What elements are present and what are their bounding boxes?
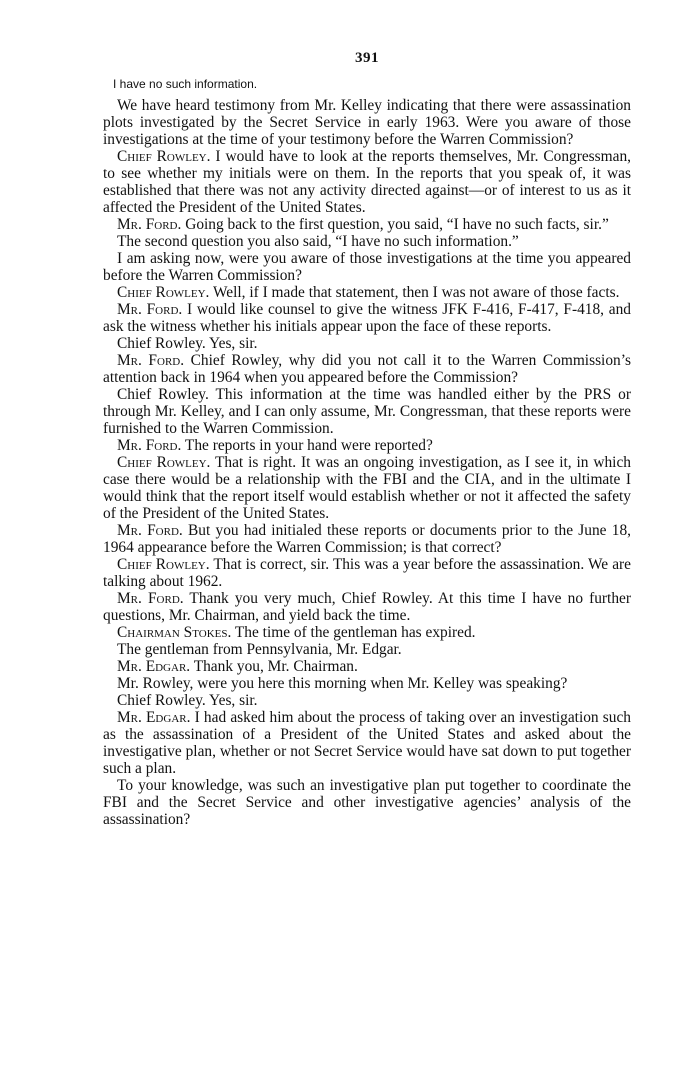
paragraph-text: The reports in your hand were reported? [181,437,433,454]
paragraph-text: Chief Rowley, why did you not call it to the Warren Commission’s attention back in 1964 when you appeared before the Commission? [103,352,631,386]
transcript-paragraph [103,97,631,148]
paragraph-text: We have heard testimony from Mr. Kelley indicating that there were assassination plots investigated by the Secret Service in early 1963. Were you aware of those investigations at the time of your testimony before the Warren Commission? [103,97,631,148]
paragraph-text: Going back to the first question, you said, “I have no such facts, sir.” [181,216,609,233]
transcript-paragraph [103,454,631,522]
paragraph-text: Chief Rowley. This information at the time was handled either by the PRS or through Mr. Kelley, and I can only assume, Mr. Congressman, that these reports were furnished to the Warren Commission. [103,386,631,437]
paragraph-text: Thank you very much, Chief Rowley. At this time I have no further questions, Mr. Chairman, and yield back the time. [103,590,631,624]
speaker-name: Chief Rowley. [117,556,210,573]
transcript-paragraph [103,641,631,658]
transcript-paragraph [103,148,631,216]
speaker-name: Mr. Ford. [117,301,183,318]
paragraph-text: I am asking now, were you aware of those investigations at the time you appeared before the Warren Commission? [103,250,631,284]
paragraph-text: Chief Rowley. Yes, sir. [117,335,258,352]
transcript-paragraph [103,352,631,386]
transcript-paragraph [103,675,631,692]
page-number: 391 [355,50,379,66]
transcript-paragraph [103,386,631,437]
paragraph-text: Chief Rowley. Yes, sir. [117,692,258,709]
paragraph-text: Well, if I made that statement, then I was not aware of those facts. [209,284,620,301]
paragraph-text: To your knowledge, was such an investigative plan put together to coordinate the FBI and the Secret Service and other investigative agencies’ analysis of the assassination? [103,777,631,828]
paragraph-text: That is correct, sir. This was a year before the assassination. We are talking about 1962. [103,556,631,590]
paragraph-text: The gentleman from Pennsylvania, Mr. Edgar. [117,641,402,658]
paragraph-text: The second question you also said, “I have no such information.” [117,233,519,250]
transcript-paragraph [103,709,631,777]
transcript-paragraph [103,216,631,233]
speaker-name: Mr. Ford. [117,590,184,607]
paragraph-text: I would have to look at the reports themselves, Mr. Congressman, to see whether my initials were on them. In the reports that you speak of, it was established that there was not any activity directed against—or of interest to us as it affected the President of the United States. [103,148,631,216]
paragraph-text: The time of the gentleman has expired. [231,624,476,641]
transcript-paragraph [103,590,631,624]
paragraph-text: I would like counsel to give the witness JFK F-416, F-417, F-418, and ask the witness whether his initials appear upon the face of these reports. [103,301,631,335]
speaker-name: Chief Rowley. [117,148,211,165]
speaker-name: Mr. Ford. [117,352,185,369]
paragraph-text: I had asked him about the process of taking over an investigation such as the assassination of a President of the United States and asked about the investigative plan, whether or not Secret Service would have sat down to put together such a plan. [103,709,632,777]
transcript-paragraph [103,658,631,675]
transcript-paragraph [103,284,631,301]
paragraph-text: That is right. It was an ongoing investigation, as I see it, in which case there would be a relationship with the FBI and the CIA, and in the ultimate I would think that the report itself would establish whether or not it affected the safety of the President of the United States. [103,454,631,522]
speaker-name: Mr. Edgar. [117,709,191,726]
speaker-name: Mr. Ford. [117,522,183,539]
speaker-name: Chief Rowley. [117,284,210,301]
transcript-paragraph [103,692,631,709]
transcript-paragraph [103,522,631,556]
transcript-paragraph [103,624,631,641]
lead-line: I have no such information. [113,77,258,91]
paragraph-text: But you had initialed these reports or documents prior to the June 18, 1964 appearance before the Warren Commission; is that correct? [103,522,632,556]
speaker-name: Mr. Ford. [117,437,182,454]
transcript-paragraph [103,301,631,335]
speaker-name: Chairman Stokes. [117,624,232,641]
paragraph-text: Thank you, Mr. Chairman. [190,658,358,675]
transcript-paragraph [103,335,631,352]
paragraph-text: Mr. Rowley, were you here this morning when Mr. Kelley was speaking? [117,675,568,692]
transcript-paragraph [103,250,631,284]
speaker-name: Mr. Edgar. [117,658,191,675]
speaker-name: Chief Rowley. [117,454,211,471]
transcript-body [103,97,631,828]
transcript-paragraph [103,777,631,828]
transcript-paragraph [103,233,631,250]
speaker-name: Mr. Ford. [117,216,182,233]
transcript-paragraph [103,437,631,454]
transcript-paragraph [103,556,631,590]
